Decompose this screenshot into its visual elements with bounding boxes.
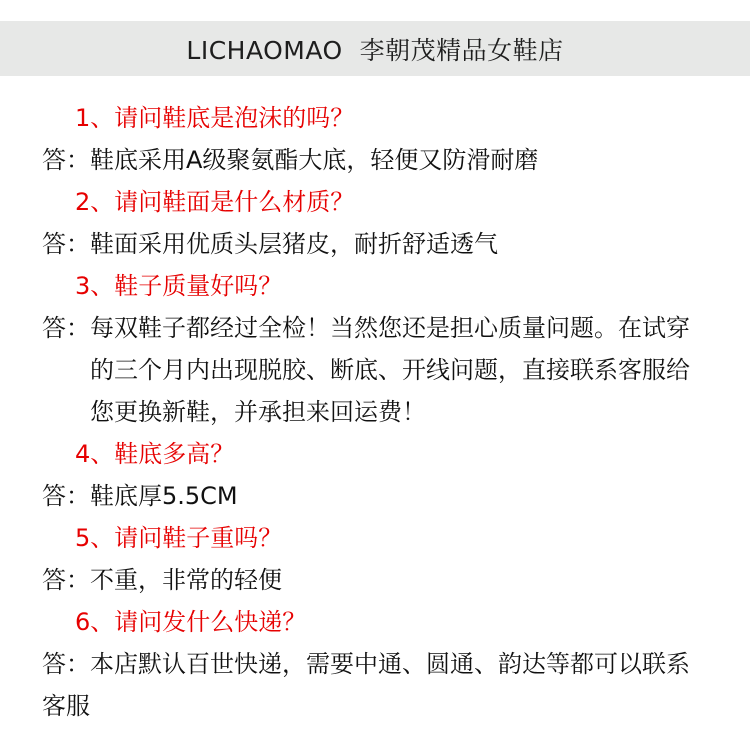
faq-answer-6-line-1: 答：本店默认百世快递，需要中通、圆通、韵达等都可以联系 [42, 650, 690, 678]
faq-question-5: 5、请问鞋子重吗？ [75, 524, 283, 552]
faq-answer-3-line-3: 您更换新鞋，并承担来回运费！ [90, 398, 426, 426]
store-title: LICHAOMAO 李朝茂精品女鞋店 [186, 35, 564, 65]
faq-answer-4: 答：鞋底厚5.5CM [42, 482, 238, 510]
faq-question-3: 3、鞋子质量好吗？ [75, 272, 283, 300]
store-header-bar [0, 21, 750, 76]
faq-answer-3-line-1: 答：每双鞋子都经过全检！当然您还是担心质量问题。在试穿 [42, 314, 690, 342]
faq-question-1: 1、请问鞋底是泡沫的吗？ [75, 104, 355, 132]
faq-answer-1: 答：鞋底采用A级聚氨酯大底，轻便又防滑耐磨 [42, 146, 539, 174]
faq-question-2: 2、请问鞋面是什么材质？ [75, 188, 355, 216]
faq-answer-2: 答：鞋面采用优质头层猪皮，耐折舒适透气 [42, 230, 498, 258]
faq-answer-6-line-2: 客服 [42, 692, 90, 720]
faq-answer-3-line-2: 的三个月内出现脱胶、断底、开线问题，直接联系客服给 [90, 356, 690, 384]
faq-question-4: 4、鞋底多高？ [75, 440, 235, 468]
faq-answer-5: 答：不重，非常的轻便 [42, 566, 282, 594]
faq-question-6: 6、请问发什么快递？ [75, 608, 307, 636]
